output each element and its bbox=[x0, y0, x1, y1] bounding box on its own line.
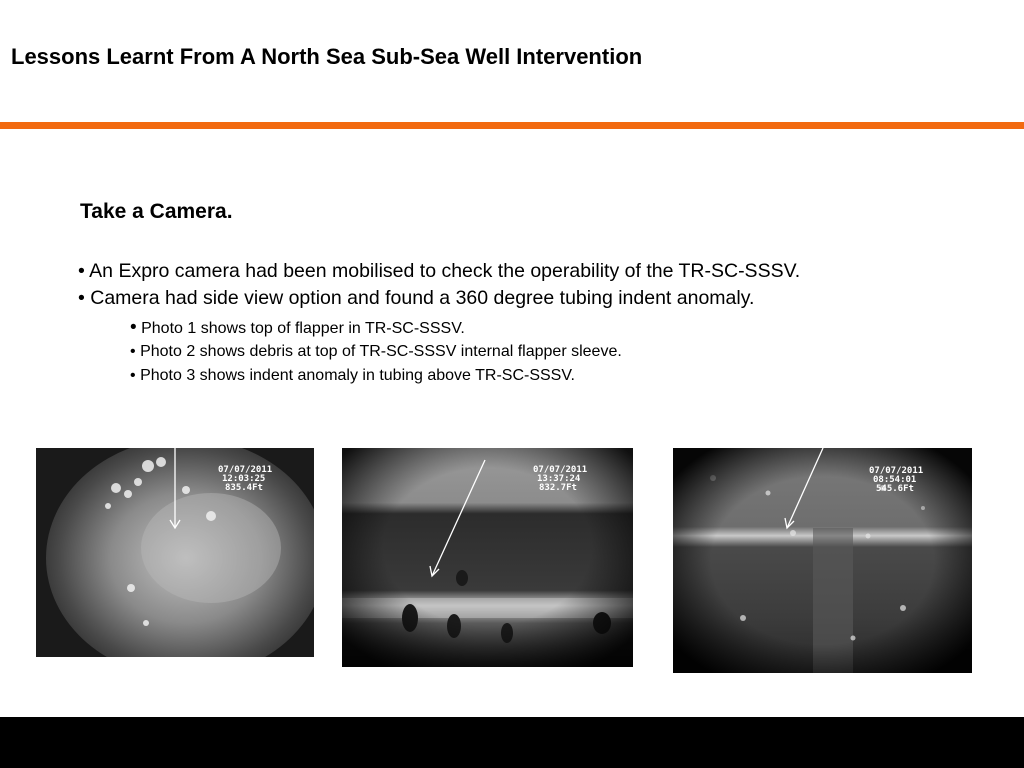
slide-title: Lessons Learnt From A North Sea Sub-Sea Well Intervention bbox=[11, 44, 643, 69]
photo-3-date: 07/07/2011 bbox=[869, 466, 924, 476]
sub-bullet-text: Photo 3 shows indent anomaly in tubing above TR-SC-SSSV. bbox=[140, 367, 575, 384]
section-heading: Take a Camera. bbox=[80, 200, 233, 223]
bullet-side-view: • Camera had side view option and found a 360 degree tubing indent anomaly. bbox=[78, 287, 755, 309]
bullet-marker: • bbox=[130, 343, 136, 360]
photo-1-time: 12:03:25 bbox=[222, 474, 266, 484]
sub-bullet-photo-1 bbox=[130, 317, 465, 339]
bullet-expro-camera: • An Expro camera had been mobilised to check the operability of the TR-SC-SSSV. bbox=[78, 260, 801, 282]
photo-2-depth: 832.7Ft bbox=[539, 483, 577, 493]
sub-bullet-text: Photo 2 shows debris at top of TR-SC-SSSV internal flapper sleeve. bbox=[140, 343, 622, 360]
orange-divider bbox=[0, 122, 1024, 129]
bullet-marker: • bbox=[130, 317, 137, 338]
sub-bullet-photo-3 bbox=[130, 367, 575, 385]
photo-2-debris bbox=[342, 448, 633, 667]
photo-1-date: 07/07/2011 bbox=[218, 465, 273, 475]
photo-3-depth: 545.6Ft bbox=[876, 484, 914, 494]
sub-bullet-text: Photo 1 shows top of flapper in TR-SC-SSSV. bbox=[141, 320, 465, 337]
photo-3-indent bbox=[673, 448, 972, 673]
photo-1-depth: 835.4Ft bbox=[225, 483, 263, 493]
photo-2-date: 07/07/2011 bbox=[533, 465, 588, 475]
sub-bullet-photo-2 bbox=[130, 343, 622, 361]
footer-bar bbox=[0, 717, 1024, 768]
photo-2-time: 13:37:24 bbox=[537, 474, 581, 484]
bullet-marker: • bbox=[130, 367, 136, 384]
photo-3-time: 08:54:01 bbox=[873, 475, 917, 485]
photo-1-flapper bbox=[36, 448, 314, 657]
